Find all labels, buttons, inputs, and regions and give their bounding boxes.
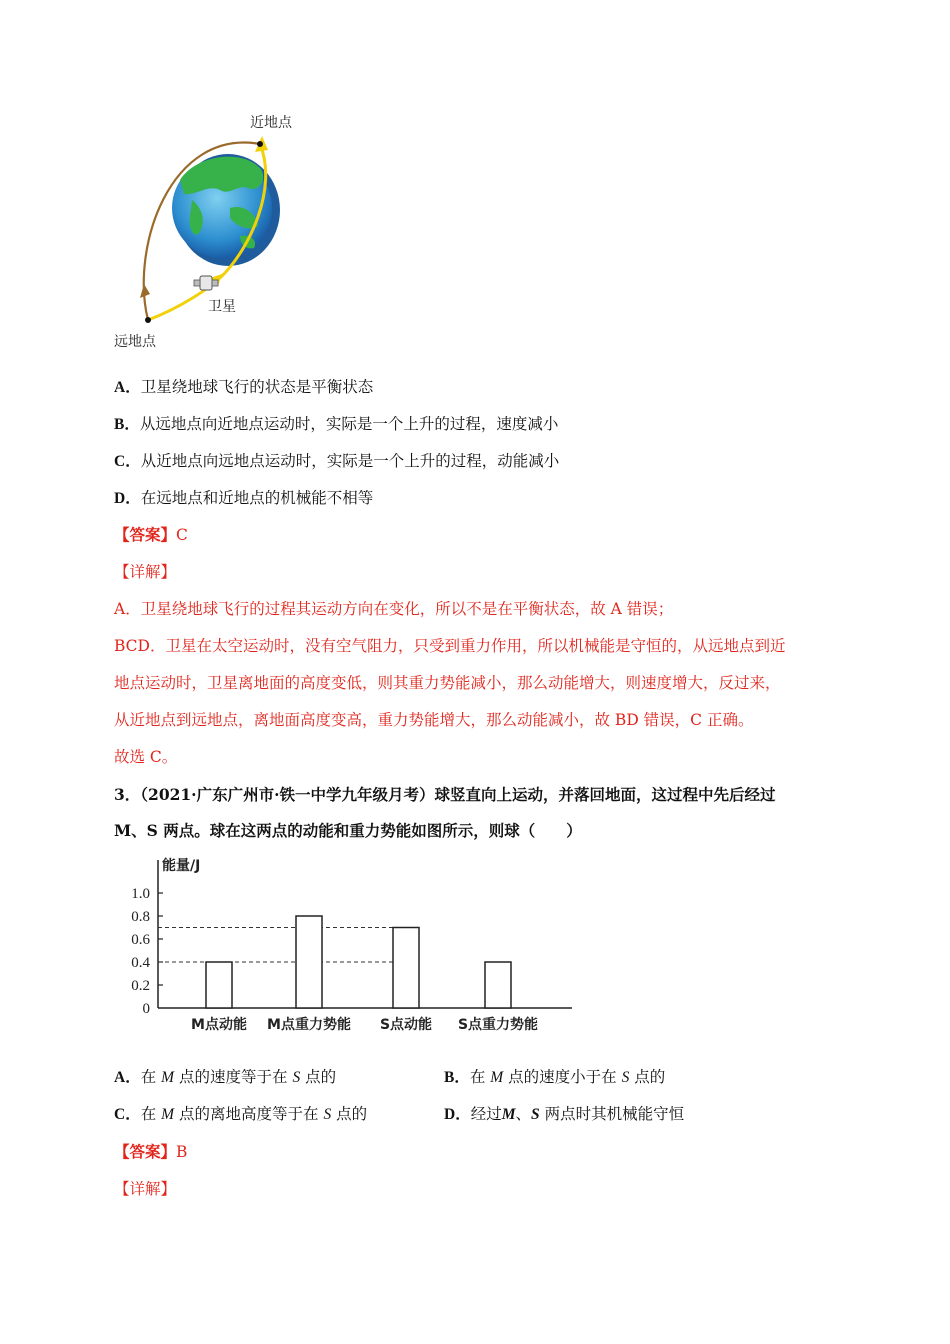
q3-option-d: D．经过M、S 两点时其机械能守恒 [444,1105,685,1123]
q2-explain-line: BCD．卫星在太空运动时，没有空气阻力，只受到重力作用，所以机械能是守恒的，从远地点到近 [114,637,786,655]
orbit-diagram [110,108,310,353]
category-label: M点重力势能 [267,1017,351,1033]
q2-option-c: C．从近地点向远地点运动时，实际是一个上升的过程，动能减小 [114,452,560,470]
chart-ylabel: 能量/J [162,858,201,874]
q3-answer: 【答案】B [114,1142,188,1161]
category-label: S点重力势能 [457,1017,539,1033]
y-tick-label: 0.4 [131,955,150,971]
y-tick-label: 0.6 [131,932,150,948]
bar [485,962,511,1008]
q2-explain-line: 故选 C。 [114,748,178,766]
bar [393,928,419,1009]
q2-explain-line: 地点运动时，卫星离地面的高度变低，则其重力势能减小，那么动能增大，则速度增大，反过来， [114,674,781,692]
q2-option-a: A．卫星绕地球飞行的状态是平衡状态 [114,378,374,396]
apogee-point [145,317,151,323]
y-tick-label: 0 [142,1001,150,1017]
q2-answer: 【答案】C [114,525,188,544]
category-label: M点动能 [191,1017,247,1033]
y-tick-label: 0.2 [131,978,150,994]
satellite-label: 卫星 [208,299,236,315]
q3-stem: 3．（2021·广东广州市·铁一中学九年级月考）球竖直向上运动，并落回地面，这过程中先后经过 [114,785,776,804]
q3-option-c: C．在 M 点的离地高度等于在 S 点的 [114,1105,368,1123]
arrow-icon [140,284,150,298]
q3-option-a: A．在 M 点的速度等于在 S 点的 [114,1068,337,1086]
q3-explain-tag: 【详解】 [114,1180,177,1198]
q3-option-b: B．在 M 点的速度小于在 S 点的 [444,1068,666,1086]
q2-option-d: D．在远地点和近地点的机械能不相等 [114,489,374,507]
y-tick-label: 1.0 [131,886,150,902]
bar [296,916,322,1008]
energy-bar-chart [110,852,590,1042]
q2-explain-tag: 【详解】 [114,563,177,581]
perigee-point [257,141,263,147]
bar [206,962,232,1008]
q2-explain-line: A．卫星绕地球飞行的过程其运动方向在变化，所以不是在平衡状态，故 A 错误； [114,600,674,618]
earth-icon [172,154,280,266]
q2-explain-line: 从近地点到远地点，离地面高度变高，重力势能增大，那么动能减小，故 BD 错误，C 正确。 [114,711,754,729]
y-tick-label: 0.8 [131,909,150,925]
apogee-label: 远地点 [114,334,156,350]
category-label: S点动能 [379,1017,433,1033]
q2-option-b: B．从远地点向近地点运动时，实际是一个上升的过程，速度减小 [114,415,559,433]
perigee-label: 近地点 [250,115,292,131]
q3-stem-cont: M、S 两点。球在这两点的动能和重力势能如图所示，则球（ ） [114,821,582,840]
